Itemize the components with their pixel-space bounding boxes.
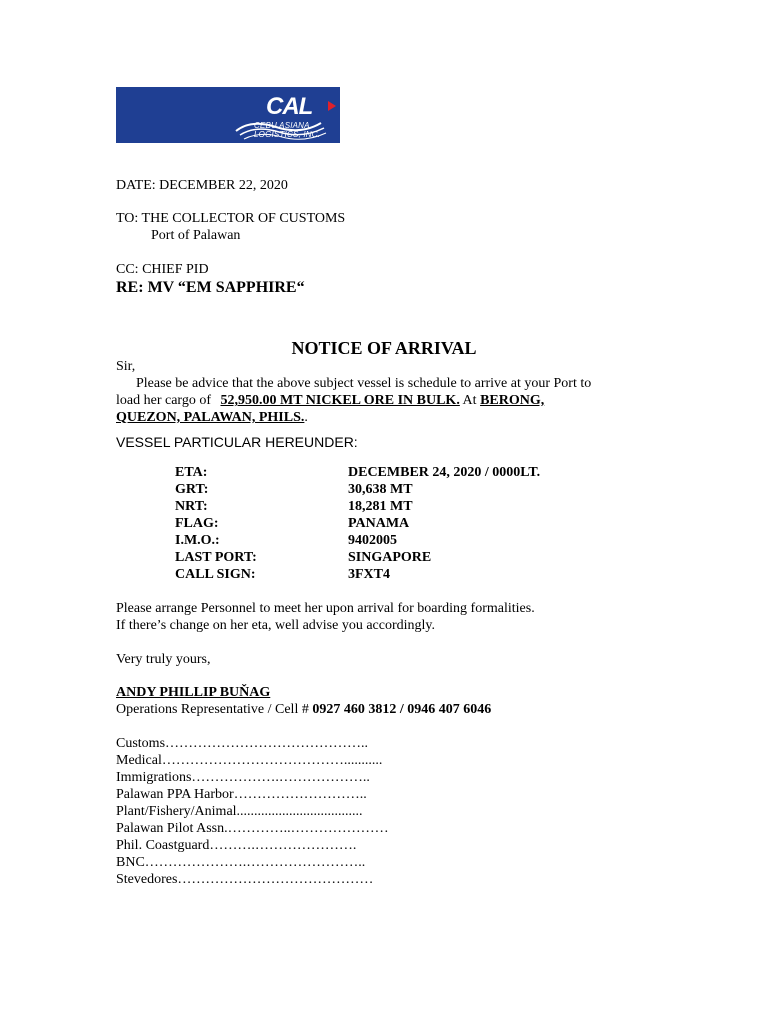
vessel-field-label: LAST PORT:	[175, 550, 257, 565]
body-paragraph-line2	[116, 392, 544, 409]
vessel-field-value: 30,638 MT	[348, 482, 413, 497]
vessel-field-value: SINGAPORE	[348, 550, 432, 565]
document-title: NOTICE OF ARRIVAL	[291, 338, 477, 358]
distribution-item: Plant/Fishery/Animal....................................	[116, 804, 363, 819]
signer-title: Operations Representative / Cell #	[116, 702, 313, 717]
distribution-item: BNC………………….……………………..	[116, 855, 366, 870]
signer-name: ANDY PHILLIP BUŇAG	[116, 685, 271, 700]
vessel-field-value: DECEMBER 24, 2020 / 0000LT.	[348, 465, 541, 480]
vessel-field-value: PANAMA	[348, 516, 410, 531]
subject-prefix: RE:	[116, 279, 148, 296]
distribution-item: Customs……………………………………..	[116, 736, 369, 751]
distribution-item: Medical…………………………………...........	[116, 753, 383, 768]
regards: Very truly yours,	[116, 652, 211, 667]
cargo-description: 52,950.00 MT NICKEL ORE IN BULK.	[220, 393, 460, 408]
location-part1: BERONG,	[480, 393, 545, 408]
recipient-port: Port of Palawan	[151, 228, 241, 243]
body-paragraph-line1: Please be advice that the above subject vessel is schedule to arrive at your Port to	[136, 376, 592, 391]
distribution-item: Phil. Coastguard……….………………….	[116, 838, 357, 853]
closing-line1: Please arrange Personnel to meet her upon arrival for boarding formalities.	[116, 601, 535, 616]
vessel-field-label: CALL SIGN:	[175, 567, 256, 582]
cargo-intro: load her cargo of	[116, 393, 215, 408]
logo-flag-icon	[328, 101, 336, 111]
distribution-item: Palawan PPA Harbor………………………..	[116, 787, 367, 802]
vessel-heading: VESSEL PARTICULAR HEREUNDER:	[116, 434, 358, 450]
logo-mark: CAL	[266, 93, 313, 120]
letter-date: DATE: DECEMBER 22, 2020	[116, 178, 288, 193]
signer-role	[116, 701, 491, 718]
location-part2: QUEZON, PALAWAN, PHILS.	[116, 410, 305, 425]
subject-line	[116, 279, 305, 296]
vessel-field-value: 18,281 MT	[348, 499, 413, 514]
vessel-field-label: GRT:	[175, 482, 209, 497]
logo-company-name: CEBU ASIANA LOGISTICS, INC.	[254, 121, 321, 139]
salutation: Sir,	[116, 359, 136, 374]
closing-line2: If there’s change on her eta, well advise you accordingly.	[116, 618, 436, 633]
vessel-field-label: ETA:	[175, 465, 208, 480]
location-end: .	[304, 410, 308, 425]
signer-phones: 0927 460 3812 / 0946 407 6046	[312, 702, 492, 717]
recipient-line: TO: THE COLLECTOR OF CUSTOMS	[116, 211, 346, 226]
vessel-field-label: NRT:	[175, 499, 208, 514]
vessel-field-label: FLAG:	[175, 516, 219, 531]
location-intro: At	[459, 393, 481, 408]
vessel-field-value: 9402005	[348, 533, 397, 548]
distribution-item: Palawan Pilot Assn.…………..…………………	[116, 821, 389, 836]
distribution-item: Immigrations……………….………………..	[116, 770, 370, 785]
vessel-field-value: 3FXT4	[348, 567, 390, 582]
company-logo	[116, 87, 340, 143]
body-paragraph-line3	[116, 409, 308, 426]
vessel-field-label: I.M.O.:	[175, 533, 220, 548]
cc-line: CC: CHIEF PID	[116, 262, 209, 277]
subject-vessel: MV “EM SAPPHIRE“	[147, 279, 305, 296]
distribution-item: Stevedores……………………………………	[116, 872, 374, 887]
